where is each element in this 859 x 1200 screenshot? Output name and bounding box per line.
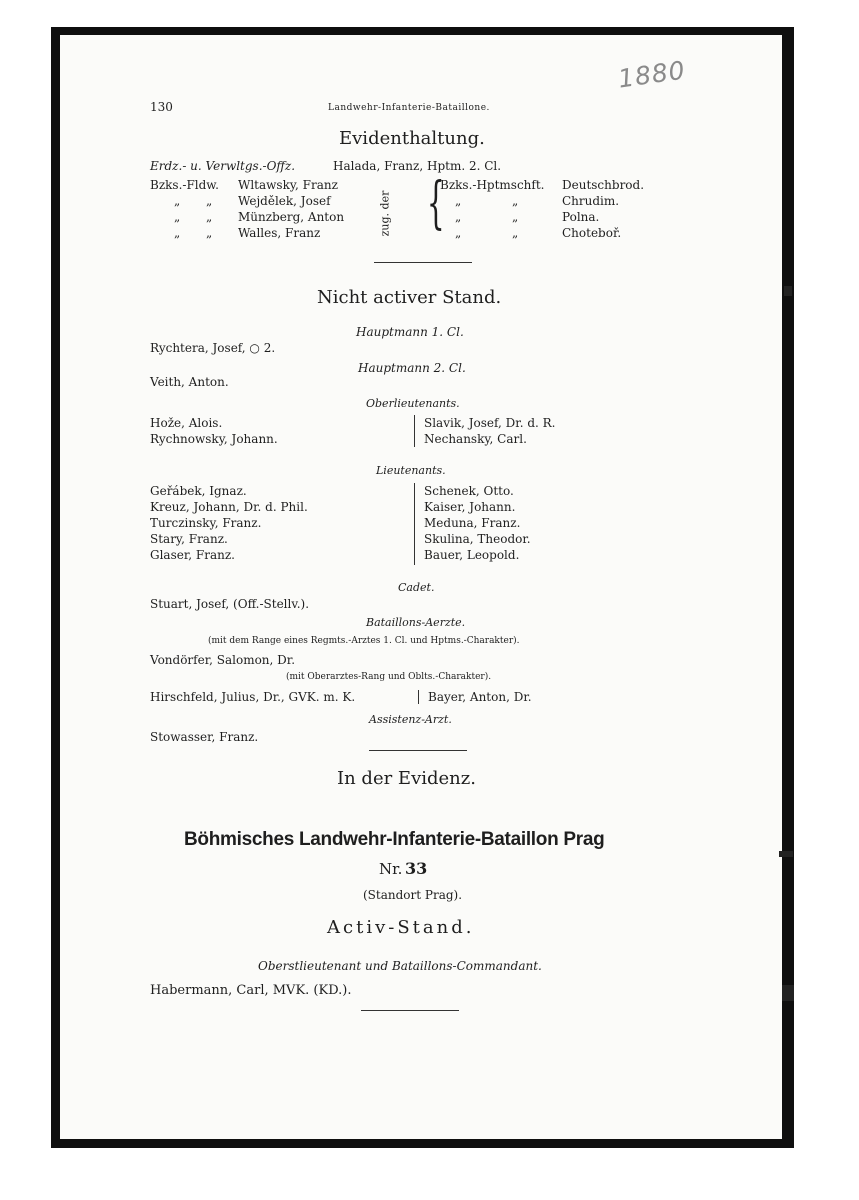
rank-note: (mit dem Range eines Regmts.-Arztes 1. Cl. und Hptms.-Charakter). — [208, 636, 520, 646]
name-entry: Walles, Franz — [238, 226, 321, 240]
rank-note: (mit Oberarztes-Rang und Oblts.-Charakter). — [286, 672, 492, 682]
section-divider — [369, 750, 467, 751]
name-entry: Kreuz, Johann, Dr. d. Phil. — [150, 500, 308, 514]
binding-mark — [782, 985, 794, 1001]
section-divider — [374, 262, 472, 263]
ditto-mark: „ — [455, 226, 462, 240]
assignment-label: Bzks.-Hptmschft. — [440, 178, 545, 192]
name-entry: Rychnowsky, Johann. — [150, 432, 278, 446]
name-entry: Slavik, Josef, Dr. d. R. — [424, 416, 556, 430]
section-heading-evidenthaltung: Evidenthaltung. — [339, 128, 485, 149]
ditto-mark: „ — [206, 194, 213, 208]
rank-label: Bzks.-Fldw. — [150, 178, 219, 192]
place-entry: Chrudim. — [562, 194, 620, 208]
running-title: Landwehr-Infanterie-Bataillone. — [328, 103, 490, 113]
section-heading-in-der-evidenz: In der Evidenz. — [337, 768, 476, 789]
ditto-mark: „ — [512, 226, 519, 240]
place-entry: Chotebоř. — [562, 226, 622, 240]
name-entry: Geřábek, Ignaz. — [150, 484, 247, 498]
column-separator — [414, 415, 415, 447]
activ-stand-heading: Activ-Stand. — [327, 917, 475, 938]
name-entry: Nechansky, Carl. — [424, 432, 527, 446]
ditto-mark: „ — [174, 210, 181, 224]
name-entry: Meduna, Franz. — [424, 516, 521, 530]
binding-mark — [779, 851, 793, 857]
handwritten-year: 1880 — [616, 55, 688, 94]
ditto-mark: „ — [512, 210, 519, 224]
place-entry: Polna. — [562, 210, 600, 224]
rank-heading: Bataillons-Aerzte. — [366, 616, 466, 629]
ditto-mark: „ — [174, 226, 181, 240]
name-entry: Rychtera, Josef, ○ 2. — [150, 341, 276, 355]
name-entry: Schenek, Otto. — [424, 484, 514, 498]
name-entry: Glaser, Franz. — [150, 548, 235, 562]
rank-heading: Assistenz-Arzt. — [369, 713, 452, 726]
intro-text: Halada, Franz, Hptm. 2. Cl. — [333, 159, 502, 173]
name-entry: Bauer, Leopold. — [424, 548, 520, 562]
name-entry: Wejdělek, Josef — [238, 194, 331, 208]
ditto-mark: „ — [206, 226, 213, 240]
name-entry: Stuart, Josef, (Off.-Stellv.). — [150, 597, 310, 611]
bataillon-nr-value: 33 — [405, 859, 428, 878]
name-entry: Kaiser, Johann. — [424, 500, 516, 514]
name-entry: Stowasser, Franz. — [150, 730, 259, 744]
section-heading-nicht-activer-stand: Nicht activer Stand. — [317, 287, 502, 308]
page-number: 130 — [150, 100, 173, 114]
brace-icon: { — [426, 171, 445, 236]
brace-label: zug. der — [378, 190, 392, 237]
rank-heading: Hauptmann 1. Cl. — [356, 325, 464, 339]
name-entry: Skulina, Theodor. — [424, 532, 531, 546]
rank-heading: Cadet. — [398, 581, 435, 594]
name-entry: Turczinsky, Franz. — [150, 516, 262, 530]
bataillon-title: Böhmisches Landwehr-Infanterie-Bataillon Prag — [184, 829, 605, 850]
ditto-mark: „ — [455, 210, 462, 224]
commander-name: Habermann, Carl, MVK. (KD.). — [150, 983, 352, 998]
ditto-mark: „ — [455, 194, 462, 208]
section-divider — [361, 1010, 459, 1011]
bataillon-nr-label: Nr. — [379, 860, 403, 878]
name-entry: Bayer, Anton, Dr. — [428, 690, 532, 704]
name-entry: Hirschfeld, Julius, Dr., GVK. m. K. — [150, 690, 356, 704]
name-entry: Veith, Anton. — [150, 375, 229, 389]
place-entry: Deutschbrod. — [562, 178, 645, 192]
column-separator — [418, 690, 419, 704]
name-entry: Münzberg, Anton — [238, 210, 345, 224]
name-entry: Wltawsky, Franz — [238, 178, 338, 192]
name-entry: Vondörfer, Salomon, Dr. — [150, 653, 296, 667]
ditto-mark: „ — [174, 194, 181, 208]
rank-heading: Oberlieutenants. — [366, 397, 460, 410]
commander-label: Oberstlieutenant und Bataillons-Commandant. — [258, 959, 542, 973]
binding-mark — [784, 286, 792, 296]
ditto-mark: „ — [206, 210, 213, 224]
standort: (Standort Prag). — [363, 888, 463, 902]
rank-heading: Lieutenants. — [376, 464, 446, 477]
column-separator — [414, 483, 415, 565]
name-entry: Stary, Franz. — [150, 532, 228, 546]
name-entry: Hože, Alois. — [150, 416, 223, 430]
ditto-mark: „ — [512, 194, 519, 208]
rank-heading: Hauptmann 2. Cl. — [358, 361, 466, 375]
intro-label: Erdz.- u. Verwltgs.-Offz. — [150, 159, 296, 173]
